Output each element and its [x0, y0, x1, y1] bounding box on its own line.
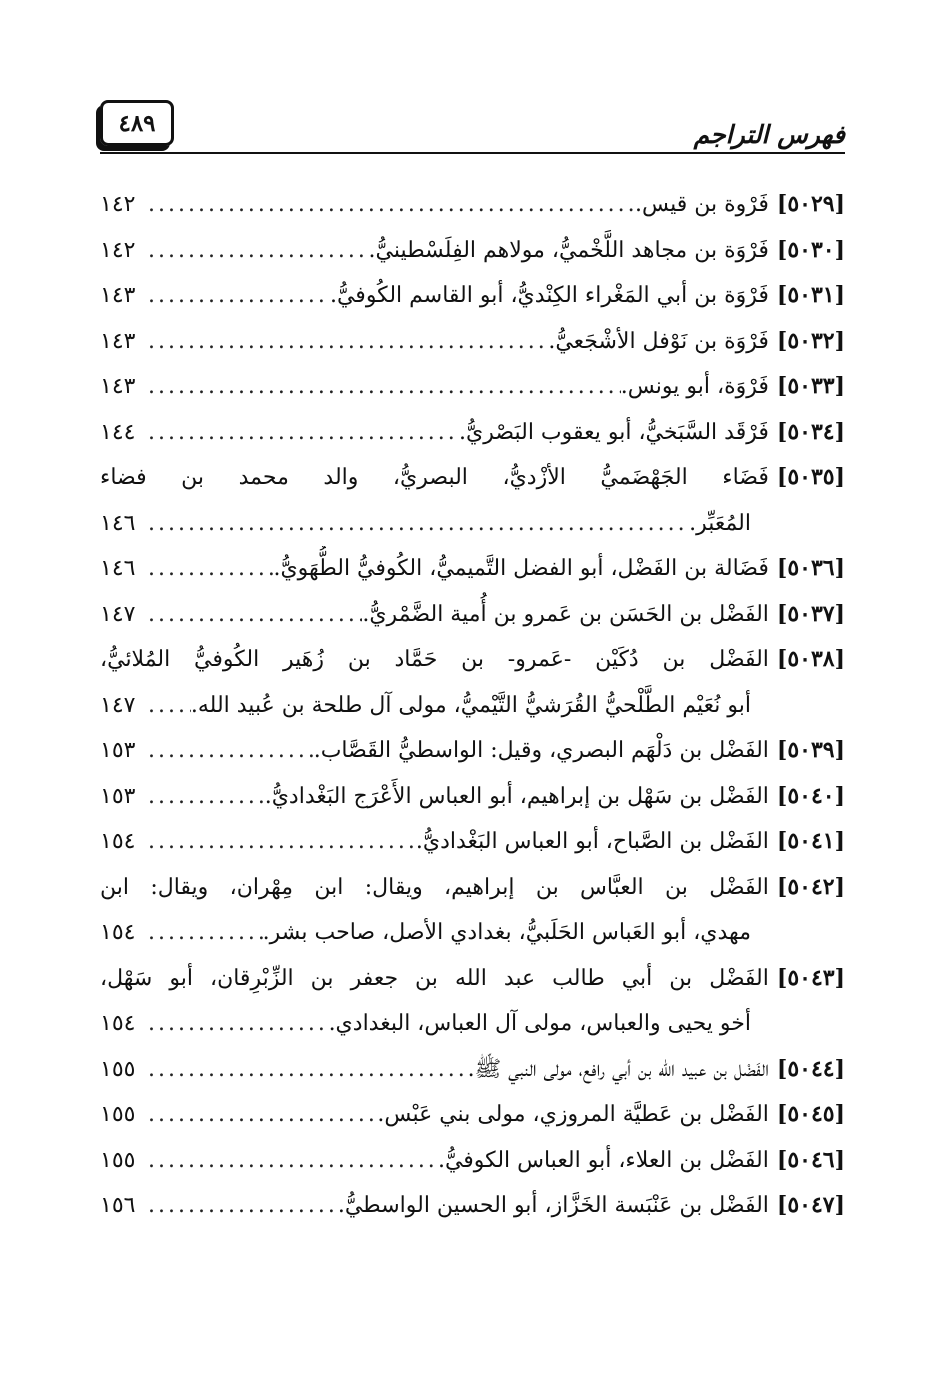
leader-dots	[142, 273, 330, 319]
page-header	[100, 100, 845, 156]
entry-page: ١٥٤	[100, 829, 136, 854]
leader-dots	[142, 546, 273, 592]
entry-page: ١٥٤	[100, 1011, 136, 1036]
entry-name: الفَضْل بن عَطيَّة المروزي، مولى بني عَبْس.	[377, 1102, 769, 1127]
index-entry-continuation	[100, 910, 845, 956]
leader-dots	[142, 1001, 329, 1047]
entry-name: فَضَالة بن الفَضْل، أبو الفضل التَّميميُّ، الكُوفيُّ الطُّهَويُّ.	[273, 556, 769, 581]
entry-name: فَرْوَة، أبو يونس.	[620, 374, 769, 399]
leader-dots	[142, 683, 191, 729]
leader-dots	[142, 1138, 438, 1184]
index-entry-continuation	[100, 501, 845, 547]
entry-number: [٥٠٣١]	[776, 282, 845, 308]
leader-dots	[142, 592, 362, 638]
index-entry	[100, 774, 845, 820]
entry-page: ١٤٣	[100, 283, 136, 308]
index-entry	[100, 1047, 845, 1093]
index-entry	[100, 546, 845, 592]
entry-number: [٥٠٢٩]	[776, 191, 845, 217]
entry-number: [٥٠٣٠]	[776, 236, 845, 263]
entry-page: ١٥٦	[100, 1193, 136, 1218]
entry-name: الفَضْل بن عَنْبَسة الخَزَّاز، أبو الحسين الواسطيُّ.	[337, 1193, 769, 1218]
entry-page: ١٤٦	[100, 556, 136, 581]
entry-number: [٥٠٤٤]	[776, 1055, 845, 1082]
entry-page: ١٥٥	[100, 1147, 136, 1173]
running-title: فهرس التراجم	[693, 120, 845, 149]
entry-page: ١٤٢	[100, 192, 136, 217]
entry-name: الفَضْل بن سَهْل بن إبراهيم، أبو العباس الأَعْرَج البَغْداديُّ.	[264, 783, 769, 809]
entry-name: فَرْوَة بن نَوْفل الأشْجَعيُّ.	[548, 328, 769, 354]
entry-name: فَرْوَة بن مجاهد اللَّخْميُّ، مولاهم الفِلَسْطينيُّ.	[368, 237, 769, 263]
entry-number: [٥٠٤٧]	[776, 1192, 845, 1218]
entry-number: [٥٠٣٧]	[776, 600, 845, 627]
page-number-box	[100, 100, 174, 146]
entry-page: ١٤٧	[100, 692, 136, 718]
entry-number: [٥٠٣٢]	[776, 327, 845, 354]
leader-dots	[142, 182, 635, 228]
leader-dots	[142, 1047, 468, 1093]
entry-number: [٥٠٣٦]	[776, 555, 845, 581]
index-entry	[100, 182, 845, 228]
index-entry	[100, 637, 845, 683]
index-entry	[100, 1183, 845, 1229]
entry-page: ١٤٤	[100, 419, 136, 445]
leader-dots	[142, 364, 621, 410]
entry-page: ١٤٣	[100, 374, 136, 399]
entry-name: الفَضْل بن عبيد الله بن أبي رافع، مولى النبي ﷺ.	[467, 1056, 769, 1082]
page-number: ٤٨٩	[118, 109, 156, 137]
leader-dots	[142, 774, 265, 820]
entry-name: فَرْقَد السَّبَخيُّ، أبو يعقوب البَصْريُّ.	[459, 419, 769, 445]
index-entries	[100, 182, 845, 1229]
entry-page: ١٤٧	[100, 601, 136, 627]
entry-number: [٥٠٣٥]	[776, 464, 845, 490]
index-entry	[100, 728, 845, 774]
entry-name-continued: أخو يحيى والعباس، مولى آل العباس، البغدادي.	[328, 1011, 751, 1036]
entry-name: الفَضْل بن الصَّباح، أبو العباس البَغْداديُّ.	[415, 829, 769, 854]
entry-number: [٥٠٤٢]	[776, 873, 845, 900]
entry-name: الفَضْل بن العبَّاس بن إبراهيم، ويقال: ابن مِهْران، ويقال: ابن	[100, 874, 769, 900]
leader-dots	[142, 501, 689, 547]
leader-dots	[142, 319, 548, 365]
entry-name: الفَضْل بن دُكَيْن -عَمرو- بن حَمَّاد بن زُهَير الكُوفيُّ المُلائيُّ،	[100, 647, 769, 672]
index-entry	[100, 865, 845, 911]
entry-name: فَرْوة بن قيس.	[635, 192, 769, 217]
entry-number: [٥٠٤٠]	[776, 782, 845, 809]
index-entry	[100, 592, 845, 638]
entry-page: ١٥٥	[100, 1056, 136, 1082]
entry-page: ١٥٣	[100, 783, 136, 809]
leader-dots	[142, 228, 369, 274]
index-entry	[100, 819, 845, 865]
index-entry-continuation	[100, 683, 845, 729]
index-entry	[100, 273, 845, 319]
index-entry	[100, 319, 845, 365]
entry-number: [٥٠٤١]	[776, 828, 845, 854]
header-rule	[100, 152, 845, 154]
entry-number: [٥٠٤٣]	[776, 964, 845, 991]
entry-name: الفَضْل بن العلاء، أبو العباس الكوفيُّ.	[437, 1147, 769, 1173]
entry-number: [٥٠٤٦]	[776, 1146, 845, 1173]
entry-page: ١٥٣	[100, 738, 136, 763]
entry-name-continued: المُعَبِّر.	[689, 510, 751, 536]
index-entry	[100, 956, 845, 1002]
entry-name-continued: أبو نُعَيْم الطَّلْحيُّ القُرَشيُّ التَّيْميُّ، مولى آل طلحة بن عُبيد الله.	[190, 692, 751, 718]
entry-number: [٥٠٣٩]	[776, 737, 845, 763]
entry-number: [٥٠٤٥]	[776, 1101, 845, 1127]
entry-name: الفَضْل بن الحَسَن بن عَمرو بن أُمية الضَّمْريُّ.	[362, 601, 769, 627]
index-entry	[100, 364, 845, 410]
entry-name: فَضَاء الجَهْضَميُّ الأزْديُّ، البصريُّ، والد محمد بن فضاء	[100, 465, 769, 490]
leader-dots	[142, 1092, 377, 1138]
entry-number: [٥٠٣٤]	[776, 418, 845, 445]
entry-number: [٥٠٣٣]	[776, 373, 845, 399]
leader-dots	[142, 819, 416, 865]
index-entry	[100, 455, 845, 501]
leader-dots	[142, 728, 314, 774]
entry-page: ١٤٣	[100, 328, 136, 354]
entry-number: [٥٠٣٨]	[776, 646, 845, 672]
entry-page: ١٥٥	[100, 1102, 136, 1127]
index-entry	[100, 410, 845, 456]
entry-name: الفَضْل بن أبي طالب عبد الله بن جعفر بن الزِّبْرِقان، أبو سَهْل،	[100, 965, 769, 991]
entry-page: ١٥٤	[100, 920, 136, 945]
entry-name-continued: مهدي، أبو العَباس الحَلَبيُّ، بغدادي الأصل، صاحب بشر.	[262, 920, 751, 945]
index-entry	[100, 1092, 845, 1138]
leader-dots	[142, 1183, 338, 1229]
entry-page: ١٤٦	[100, 510, 136, 536]
leader-dots	[142, 410, 459, 456]
index-entry	[100, 228, 845, 274]
leader-dots	[142, 910, 263, 956]
entry-name: الفَضْل بن دَلْهَم البصري، وقيل: الواسطيُّ القَصَّاب.	[313, 738, 769, 763]
entry-name: فَرْوَة بن أبي المَغْراء الكِنْديُّ، أبو القاسم الكُوفيُّ.	[329, 283, 769, 308]
index-entry-continuation	[100, 1001, 845, 1047]
index-entry	[100, 1138, 845, 1184]
entry-page: ١٤٢	[100, 237, 136, 263]
